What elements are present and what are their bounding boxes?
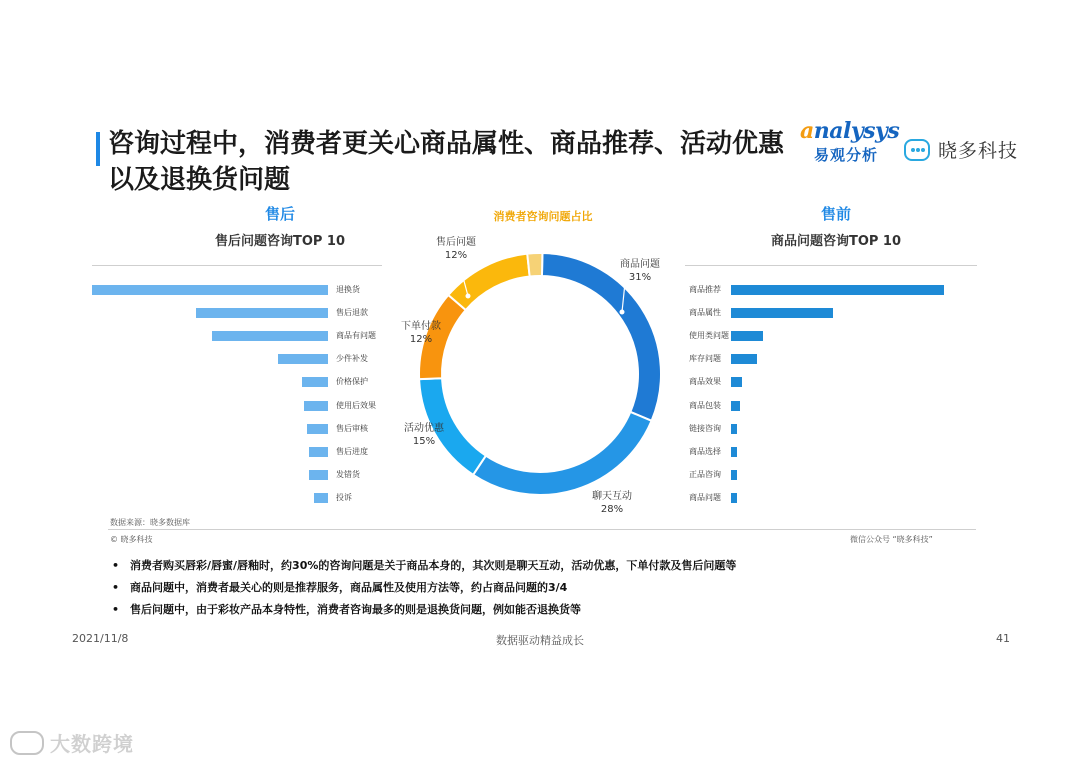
donut-leader-dot [466,294,471,299]
after-sales-bar [304,401,328,411]
chat-bubble-icon [904,139,930,161]
donut-slice-label [428,236,484,262]
donut-slice [527,253,542,277]
product-bar-label: 商品推荐 [689,285,721,294]
xiaoduo-name: 晓多科技 [938,140,1019,162]
product-bar [731,377,742,387]
after-sales-bar-label: 价格保护 [336,377,368,387]
analysys-logo-a: a [800,118,814,144]
donut-slice-label [393,320,449,346]
after-sales-bar [302,377,328,387]
copyright: © 晓多科技 [110,535,153,544]
after-sales-bar [309,470,328,480]
donut-slice-value: 15% [412,436,436,447]
product-bar-label: 商品效果 [689,377,721,387]
product-bar [731,424,737,434]
donut-slice-value: 28% [600,504,624,515]
product-bar [731,308,833,318]
title-accent-bar [96,132,100,166]
donut-slice-name: 售后问题 [436,237,476,248]
xiaoduo-logo [904,136,1018,163]
product-bar-label: 库存问题 [689,354,721,364]
bullet-item: • 售后问题中，由于彩妆产品本身特性，消费者咨询最多的则是退换货问题，例如能否退换货等 [112,603,581,616]
after-sales-bar-label: 少件补发 [336,354,368,364]
donut-slice-name: 活动优惠 [404,423,444,434]
watermark [10,728,134,757]
bullet-item: • 商品问题中，消费者最关心的则是推荐服务，商品属性及使用方法等，约占商品问题的3/4 [112,581,568,594]
after-sales-bar-label: 投诉 [336,492,352,502]
after-sales-bar-label: 退换货 [336,285,360,294]
data-source: 数据来源：晓多数据库 [110,518,190,527]
product-bar-label: 商品问题 [689,492,721,502]
donut-slice-value: 31% [628,272,652,283]
after-sales-bar [309,447,328,457]
donut-slice-value: 12% [409,334,433,345]
donut-slice [448,254,529,310]
donut-title: 消费者咨询问题占比 [493,210,593,223]
after-sales-bar-label: 售后进度 [336,446,368,456]
donut-slice [473,412,651,495]
donut-slice-label [396,422,452,448]
after-sales-bar [278,354,328,364]
donut-slice-label [612,258,668,284]
after-sales-bar [314,493,328,503]
analysys-logo-cn: 易观分析 [814,146,879,164]
after-sales-subtitle: 售后问题咨询TOP 10 [214,234,346,249]
page-number: 41 [996,632,1010,645]
product-bar [731,285,944,295]
pre-sales-subtitle: 商品问题咨询TOP 10 [770,234,902,249]
product-bar [731,401,740,411]
bullet-item: • 消费者购买唇彩/唇蜜/唇釉时，约30%的咨询问题是关于商品本身的，其次则是聊天互动，活动优惠，下单付款及售后问题等 [112,559,737,572]
product-bar [731,470,737,480]
after-sales-bar [92,285,328,295]
product-bar-label: 使用类问题 [689,331,729,341]
pre-sales-header: 售前 [820,205,851,223]
donut-slice-label [584,490,640,516]
donut-slice-name: 下单付款 [401,321,441,332]
left-divider [92,265,382,266]
after-sales-header: 售后 [264,205,295,223]
footer-date: 2021/11/8 [72,632,129,645]
wechat-credit: 微信公众号 “晓多科技” [850,535,933,544]
right-divider [685,265,977,266]
after-sales-bar [307,424,328,434]
donut-slice-value: 12% [444,250,468,261]
after-sales-bar [212,331,328,341]
watermark-icon [10,731,44,755]
product-bar [731,493,737,503]
analysys-logo-word: nalysys [813,118,900,144]
product-bar-label: 商品属性 [689,308,721,318]
after-sales-bar [196,308,328,318]
product-bar-label: 商品选择 [689,446,721,456]
after-sales-bar-label: 发错货 [336,469,360,479]
page-title: 咨询过程中，消费者更关心商品属性、商品推荐、活动优惠以及退换货问题 [108,129,785,195]
product-bar-label: 商品包装 [689,400,721,410]
product-bar [731,354,757,364]
donut-leader-dot [620,310,625,315]
product-bar [731,447,737,457]
summary-bullets [112,556,736,622]
after-sales-bar-label: 售后退款 [336,308,368,318]
watermark-text: 大数跨境 [50,732,134,756]
analysys-logo [800,118,900,165]
footer-slogan: 数据驱动精益成长 [496,634,584,647]
product-bar-label: 正品咨询 [689,469,721,479]
bottom-divider [108,529,976,530]
product-bar-label: 链接咨询 [689,423,721,433]
donut-slice-name: 聊天互动 [592,491,632,502]
after-sales-bar-label: 使用后效果 [336,400,376,410]
after-sales-bar-label: 售后审核 [336,423,368,433]
donut-slice-name: 商品问题 [620,259,660,270]
product-bar [731,331,763,341]
after-sales-bar-label: 商品有问题 [336,331,376,341]
